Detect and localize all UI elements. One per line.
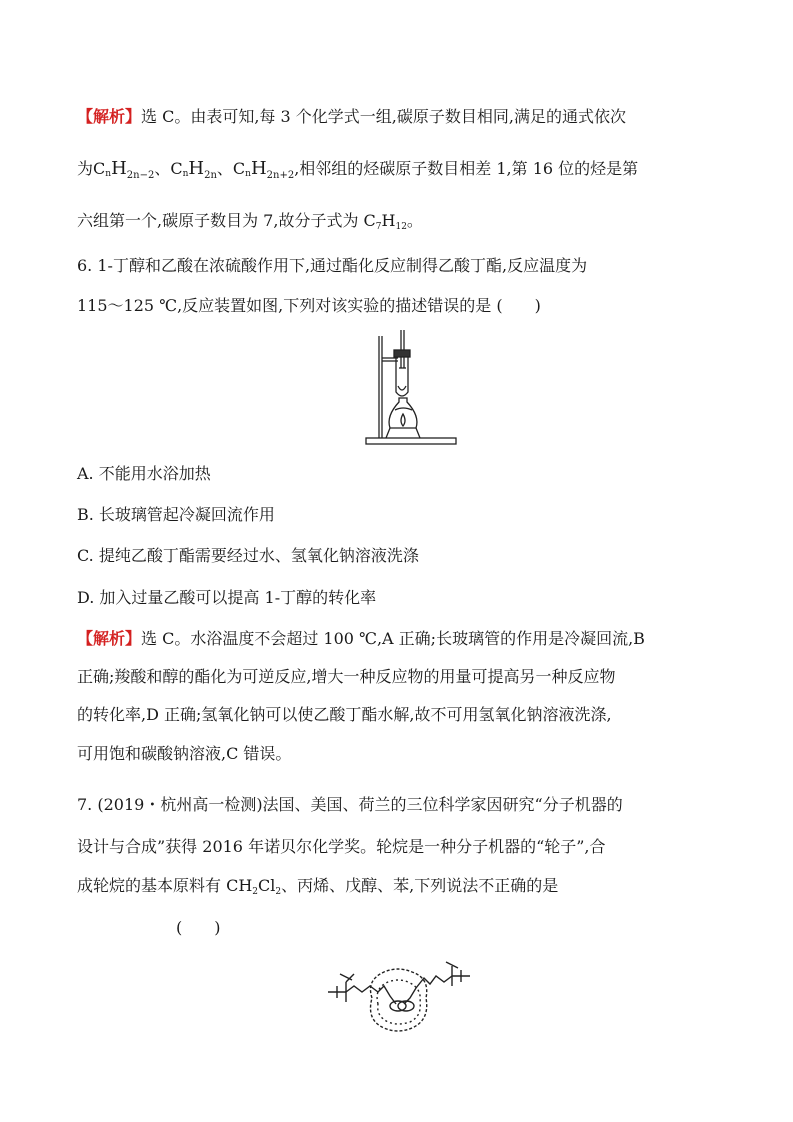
answer-blank: ( ) xyxy=(176,918,221,937)
analysis-tag: 【解析】 xyxy=(77,107,142,126)
formula-c: C xyxy=(232,159,246,178)
option-c: C. 提纯乙酸丁酯需要经过水、氢氧化钠溶液洗涤 xyxy=(77,546,419,565)
separator: 、 xyxy=(154,159,171,178)
subscript: 7 xyxy=(375,222,382,232)
q7-stem-line-1: 7. (2019・杭州高一检测)法国、美国、荷兰的三位科学家因研究“分子机器的 xyxy=(77,795,623,814)
separator: 、 xyxy=(216,159,233,178)
formula-h-subscript: 2n+2 xyxy=(266,170,295,181)
text: 成轮烷的基本原料有 CH xyxy=(77,876,253,895)
subscript: 12 xyxy=(395,222,407,232)
option-b: B. 长玻璃管起冷凝回流作用 xyxy=(77,505,275,524)
analysis-tag: 【解析】 xyxy=(77,629,142,648)
formula-h-subscript: 2n−2 xyxy=(126,170,155,181)
text: ,相邻组的烃碳原子数目相差 1,第 16 位的烃是第 xyxy=(294,159,639,178)
text: H xyxy=(381,211,396,230)
formula-h: H xyxy=(111,158,127,179)
q6-analysis-line-1 xyxy=(77,626,645,649)
option-d: D. 加入过量乙酸可以提高 1-丁醇的转化率 xyxy=(77,588,377,607)
formula-c: C xyxy=(170,159,183,178)
q6-analysis-line-3: 的转化率,D 正确;氢氧化钠可以使乙酸丁酯水解,故不可用氢氧化钠溶液洗涤, xyxy=(77,705,612,724)
formula-c: C xyxy=(93,159,106,178)
q5-analysis-text-1: 选 C。由表可知,每 3 个化学式一组,碳原子数目相同,满足的通式依次 xyxy=(141,107,626,126)
formula-h: H xyxy=(250,158,267,179)
reflux-apparatus-figure xyxy=(362,328,462,446)
text: 六组第一个,碳原子数目为 7,故分子式为 C xyxy=(77,211,376,230)
rotaxane-structure-figure xyxy=(326,958,472,1036)
q6-analysis-text-1: 选 C。水浴温度不会超过 100 ℃,A 正确;长玻璃管的作用是冷凝回流,B xyxy=(141,629,645,648)
text: 、丙烯、戊醇、苯,下列说法不正确的是 xyxy=(281,876,559,895)
formula-n: n xyxy=(245,169,251,179)
option-a: A. 不能用水浴加热 xyxy=(77,464,211,483)
formula-n: n xyxy=(105,169,112,179)
q6-analysis-line-2: 正确;羧酸和醇的酯化为可逆反应,增大一种反应物的用量可提高另一种反应物 xyxy=(77,667,616,686)
q7-stem-line-2: 设计与合成”获得 2016 年诺贝尔化学奖。轮烷是一种分子机器的“轮子”,合 xyxy=(77,837,606,856)
q5-analysis-line-2 xyxy=(77,156,638,181)
q7-stem-line-3 xyxy=(77,873,558,897)
subscript: 2 xyxy=(275,887,282,897)
text: Cl xyxy=(258,876,276,895)
formula-h-subscript: 2n xyxy=(204,170,217,181)
q6-analysis-line-4: 可用饱和碳酸钠溶液,C 错误。 xyxy=(77,744,292,763)
q5-analysis-line-3 xyxy=(77,208,423,232)
text: 。 xyxy=(406,211,423,230)
formula-h: H xyxy=(188,158,205,179)
q6-stem-line-1: 6. 1-丁醇和乙酸在浓硫酸作用下,通过酯化反应制得乙酸丁酯,反应温度为 xyxy=(77,256,588,275)
text: 为 xyxy=(77,159,94,178)
formula-n: n xyxy=(182,169,189,179)
subscript: 2 xyxy=(252,887,259,897)
q5-analysis-line-1 xyxy=(77,104,626,127)
q6-stem-line-2: 115～125 ℃,反应装置如图,下列对该实验的描述错误的是 ( ) xyxy=(77,296,541,315)
